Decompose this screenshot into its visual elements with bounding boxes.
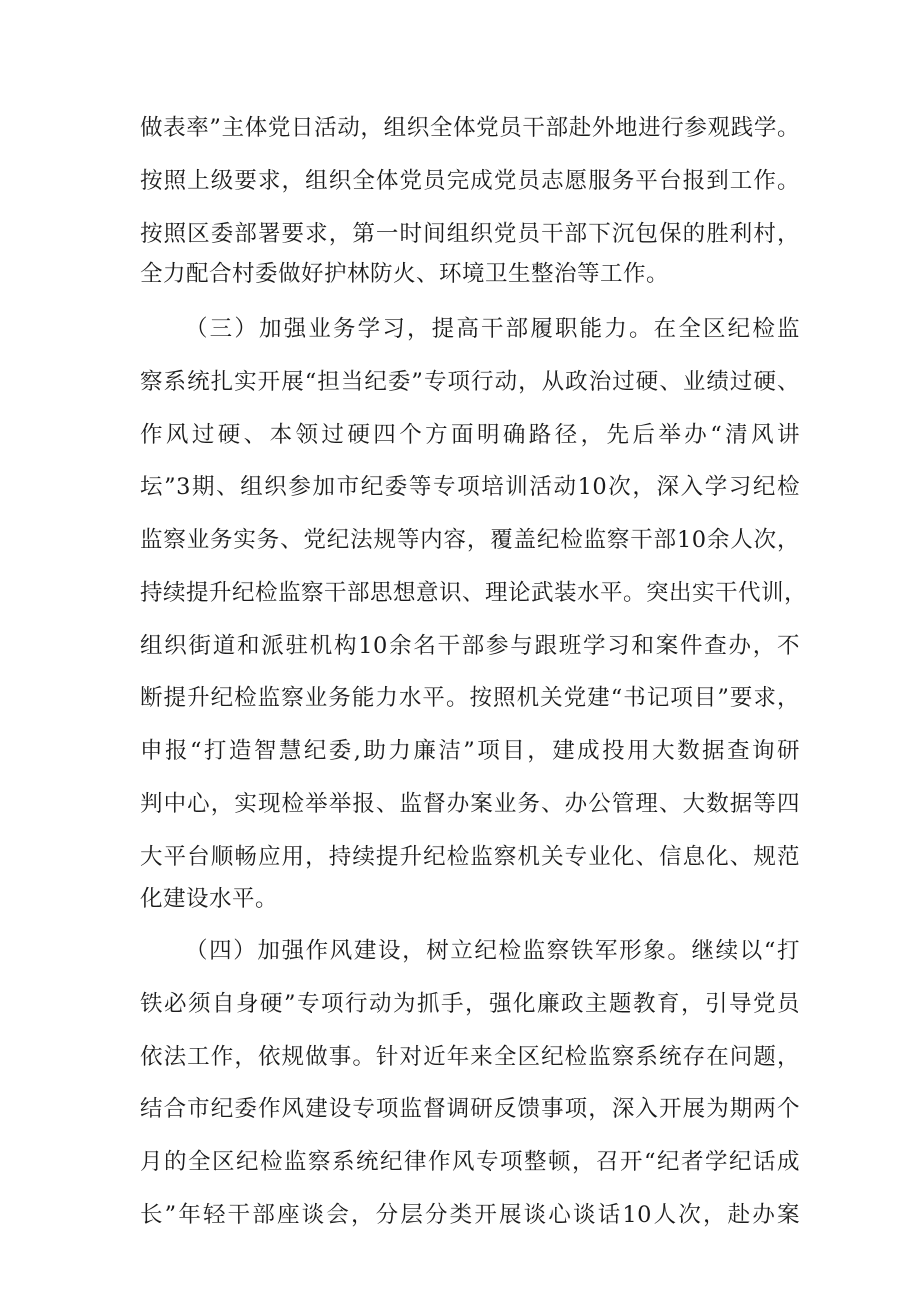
text-line: 察系统扎实开展“担当纪委”专项行动，从政治过硬、业绩过硬、 — [140, 369, 800, 395]
text-line: 作风过硬、本领过硬四个方面明确路径，先后举办“清风讲 — [140, 422, 800, 448]
paragraph-heading-line: （三）加强业务学习，提高干部履职能力。在全区纪检监 — [185, 316, 800, 342]
text-line: 依法工作，依规做事。针对近年来全区纪检监察系统存在问题， — [140, 1044, 800, 1070]
text-line: 做表率”主体党日活动，组织全体党员干部赴外地进行参观践学。 — [140, 115, 800, 141]
text-line: 判中心，实现检举举报、监督办案业务、办公管理、大数据等四 — [140, 791, 800, 817]
text-line: 铁必须自身硬”专项行动为抓手，强化廉政主题教育，引导党员 — [140, 991, 800, 1017]
text-line: 断提升纪检监察业务能力水平。按照机关党建“书记项目”要求， — [140, 685, 800, 711]
text-line: 结合市纪委作风建设专项监督调研反馈事项，深入开展为期两个 — [140, 1096, 800, 1122]
text-line: 监察业务实务、党纪法规等内容，覆盖纪检监察干部10余人次， — [140, 527, 800, 553]
text-line: 大平台顺畅应用，持续提升纪检监察机关专业化、信息化、规范 — [140, 844, 800, 870]
text-line: 长”年轻干部座谈会，分层分类开展谈心谈话10人次，赴办案 — [140, 1202, 800, 1228]
text-line: 全力配合村委做好护林防火、环境卫生整治等工作。 — [140, 261, 670, 287]
text-line: 坛”3期、组织参加市纪委等专项培训活动10次，深入学习纪检 — [140, 474, 800, 500]
text-line: 月的全区纪检监察系统纪律作风专项整顿，召开“纪者学纪话成 — [140, 1149, 800, 1175]
text-line: 持续提升纪检监察干部思想意识、理论武装水平。突出实干代训， — [140, 580, 808, 606]
text-line: 申报“打造智慧纪委,助力廉洁”项目，建成投用大数据查询研 — [140, 738, 800, 764]
text-line: 组织街道和派驻机构10余名干部参与跟班学习和案件查办，不 — [140, 633, 800, 659]
text-line: 按照区委部署要求，第一时间组织党员干部下沉包保的胜利村， — [140, 221, 800, 247]
text-line: 化建设水平。 — [140, 886, 279, 912]
paragraph-heading-line: （四）加强作风建设，树立纪检监察铁军形象。继续以“打 — [185, 938, 800, 964]
text-line: 按照上级要求，组织全体党员完成党员志愿服务平台报到工作。 — [140, 168, 800, 194]
